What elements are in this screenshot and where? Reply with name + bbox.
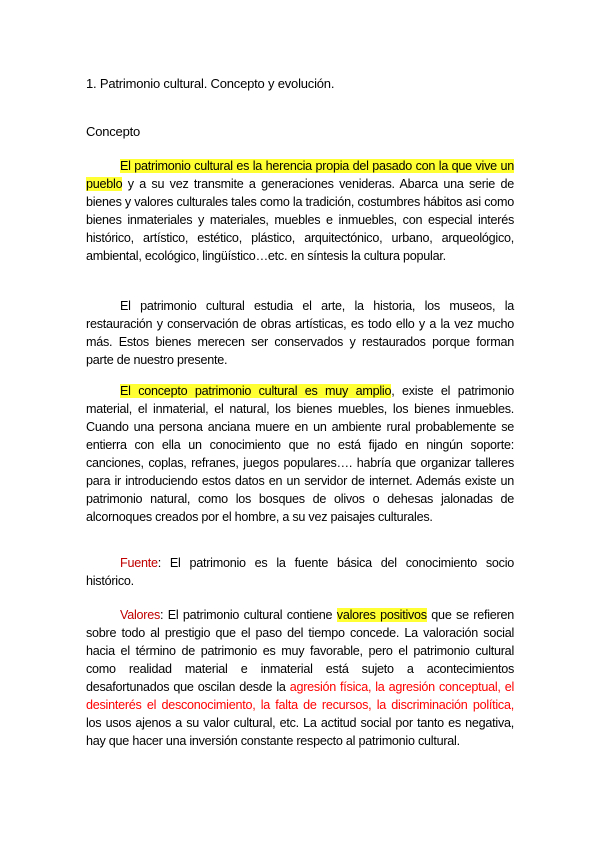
fuente-text: : El patrimonio es la fuente básica del conocimiento socio histórico. [86, 556, 514, 588]
valores-text-3: los usos ajenos a su valor cultural, etc. La actitud social por tanto es negativa, hay que hacer una inversión constante respecto al patrimonio cultural. [86, 716, 514, 748]
section-heading: Concepto [86, 124, 141, 139]
highlighted-valores: valores positivos [336, 608, 427, 622]
scope-text: El patrimonio cultural estudia el arte, la historia, los museos, la restauración y conservación de obras artísticas, es todo ello y a la vez mucho más. Estos bienes merecen ser conservados y restaurados porque forman parte de nuestro presente. [86, 299, 514, 367]
valores-text-2: que se refieren sobre todo al prestigio que el paso del tiempo concede. La valoración social hacia el término de patrimonio es muy favorable, pero el patrimonio cultural como realidad material e inmaterial está sujeto a acontecimientos desafortunados que oscilan desde la [86, 608, 514, 694]
red-aggressions-text: agresión física, la agresión conceptual, el desinterés el desconocimiento, la falta de recursos, la discriminación política, [86, 680, 514, 712]
highlighted-definition: El patrimonio cultural es la herencia propia del pasado con la que vive un pueblo [86, 159, 514, 191]
types-text: , existe el patrimonio material, el inmaterial, el natural, los bienes muebles, los bienes inmuebles. Cuando una persona anciana muere en un ambiente rural probablemente se entierra con ella un conocimiento que no está fijado en ningún soporte: canciones, coplas, refranes, juegos populares…. habría que organizar talleres para ir introduciendo estos datos en un servidor de internet. Además existe un patrimonio natural, como los bosques de olivos o dehesas jalonadas de alcornoques creados por el hombre, a su vez paisajes culturales. [86, 384, 514, 524]
highlighted-concept: El concepto patrimonio cultural es muy amplio [120, 384, 392, 398]
valores-label: Valores [120, 608, 161, 622]
paragraph-types [86, 382, 514, 526]
paragraph-valores [86, 606, 514, 750]
paragraph-scope [86, 297, 514, 369]
paragraph-fuente [86, 554, 514, 590]
document-title: 1. Patrimonio cultural. Concepto y evolución. [86, 76, 335, 91]
paragraph-definition [86, 157, 514, 265]
fuente-label: Fuente [120, 556, 158, 570]
valores-text-1: : El patrimonio cultural contiene [160, 608, 337, 622]
definition-text: y a su vez transmite a generaciones venideras. Abarca una serie de bienes y valores culturales tales como la tradición, costumbres hábitos asi como bienes inmateriales y materiales, muebles e inmuebles, con especial interés histórico, artístico, estético, plástico, arquitectónico, urbano, arqueológico, ambiental, ecológico, lingüístico…etc. en síntesis la cultura popular. [86, 177, 514, 263]
